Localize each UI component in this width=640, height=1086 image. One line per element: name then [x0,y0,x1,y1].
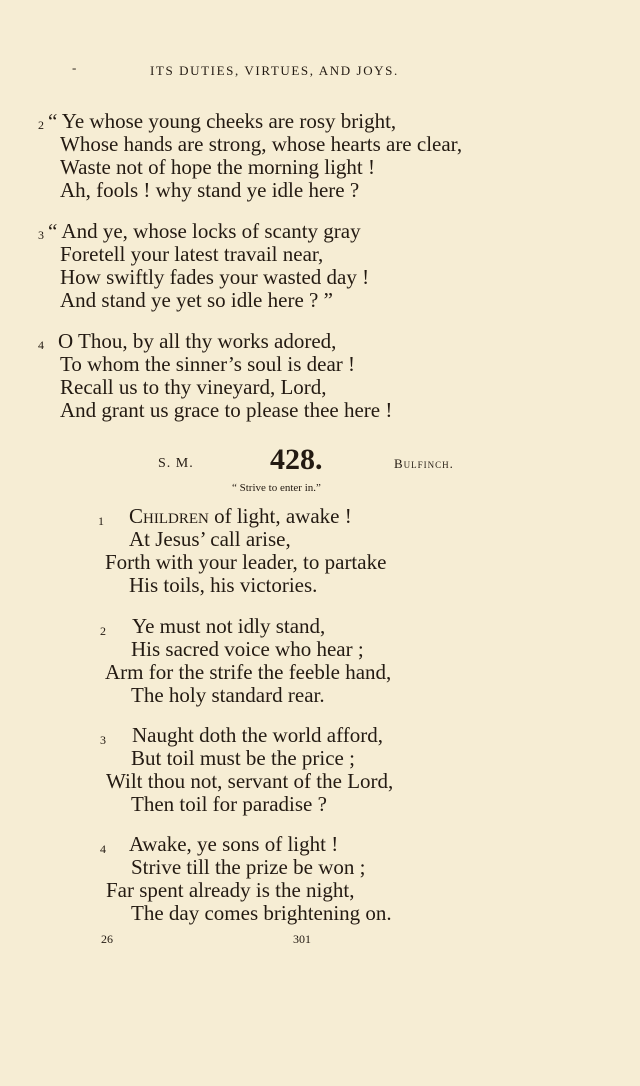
verse-line: Recall us to thy vineyard, Lord, [60,375,327,399]
hymn-author: Bulfinch. [394,456,454,471]
stanza-number: 4 [100,842,106,856]
verse-line: Ye must not idly stand, [132,614,326,638]
verse-line: The holy standard rear. [131,683,325,707]
verse-line: His toils, his victories. [129,573,318,597]
stanza-number: 2 [100,624,106,638]
verse-line: Ah, fools ! why stand ye idle here ? [60,178,360,202]
header-dash: - [72,60,77,75]
verse-line: Forth with your leader, to partake [105,550,387,574]
verse-line: O Thou, by all thy works adored, [58,329,337,353]
verse-line: Whose hands are strong, whose hearts are clear, [60,132,463,156]
verse-line: Awake, ye sons of light ! [129,832,339,856]
verse-line: Strive till the prize be won ; [131,855,366,879]
verse-line: Then toil for paradise ? [131,792,327,816]
stanza-number: 2 [38,118,44,132]
verse-line: Arm for the strife the feeble hand, [105,660,392,684]
signature-mark: 26 [101,932,113,946]
verse-line: And stand ye yet so idle here ? ” [60,288,333,312]
verse-line: At Jesus’ call arise, [129,527,291,551]
verse-line: But toil must be the price ; [131,746,355,770]
verse-line: To whom the sinner’s soul is dear ! [60,352,356,376]
verse-line: Far spent already is the night, [106,878,355,902]
first-word: Children [129,504,209,528]
stanza-number: 3 [100,733,106,747]
verse-line: Wilt thou not, servant of the Lord, [106,769,394,793]
verse-line: How swiftly fades your wasted day ! [60,265,370,289]
stanza-number: 1 [98,514,104,528]
verse-line: Waste not of hope the morning light ! [60,155,375,179]
verse-line: Naught doth the world afford, [132,723,383,747]
verse-line: “ Ye whose young cheeks are rosy bright, [48,109,397,133]
stanza-number: 3 [38,228,44,242]
hymn-number: 428. [270,443,323,476]
verse-line: His sacred voice who hear ; [131,637,364,661]
page-number: 301 [293,932,311,946]
stanza-number: 4 [38,338,44,352]
verse-line: Foretell your latest travail near, [60,242,324,266]
verse-line-first [129,505,352,528]
running-header: ITS DUTIES, VIRTUES, AND JOYS. [150,63,399,78]
verse-line: “ And ye, whose locks of scanty gray [48,219,361,243]
verse-line: The day comes brightening on. [131,901,392,925]
hymn-epigraph: “ Strive to enter in.” [232,482,321,494]
first-line-rest: of light, awake ! [208,504,352,528]
hymn-meter: S. M. [158,456,194,471]
verse-line: And grant us grace to please thee here ! [60,398,393,422]
